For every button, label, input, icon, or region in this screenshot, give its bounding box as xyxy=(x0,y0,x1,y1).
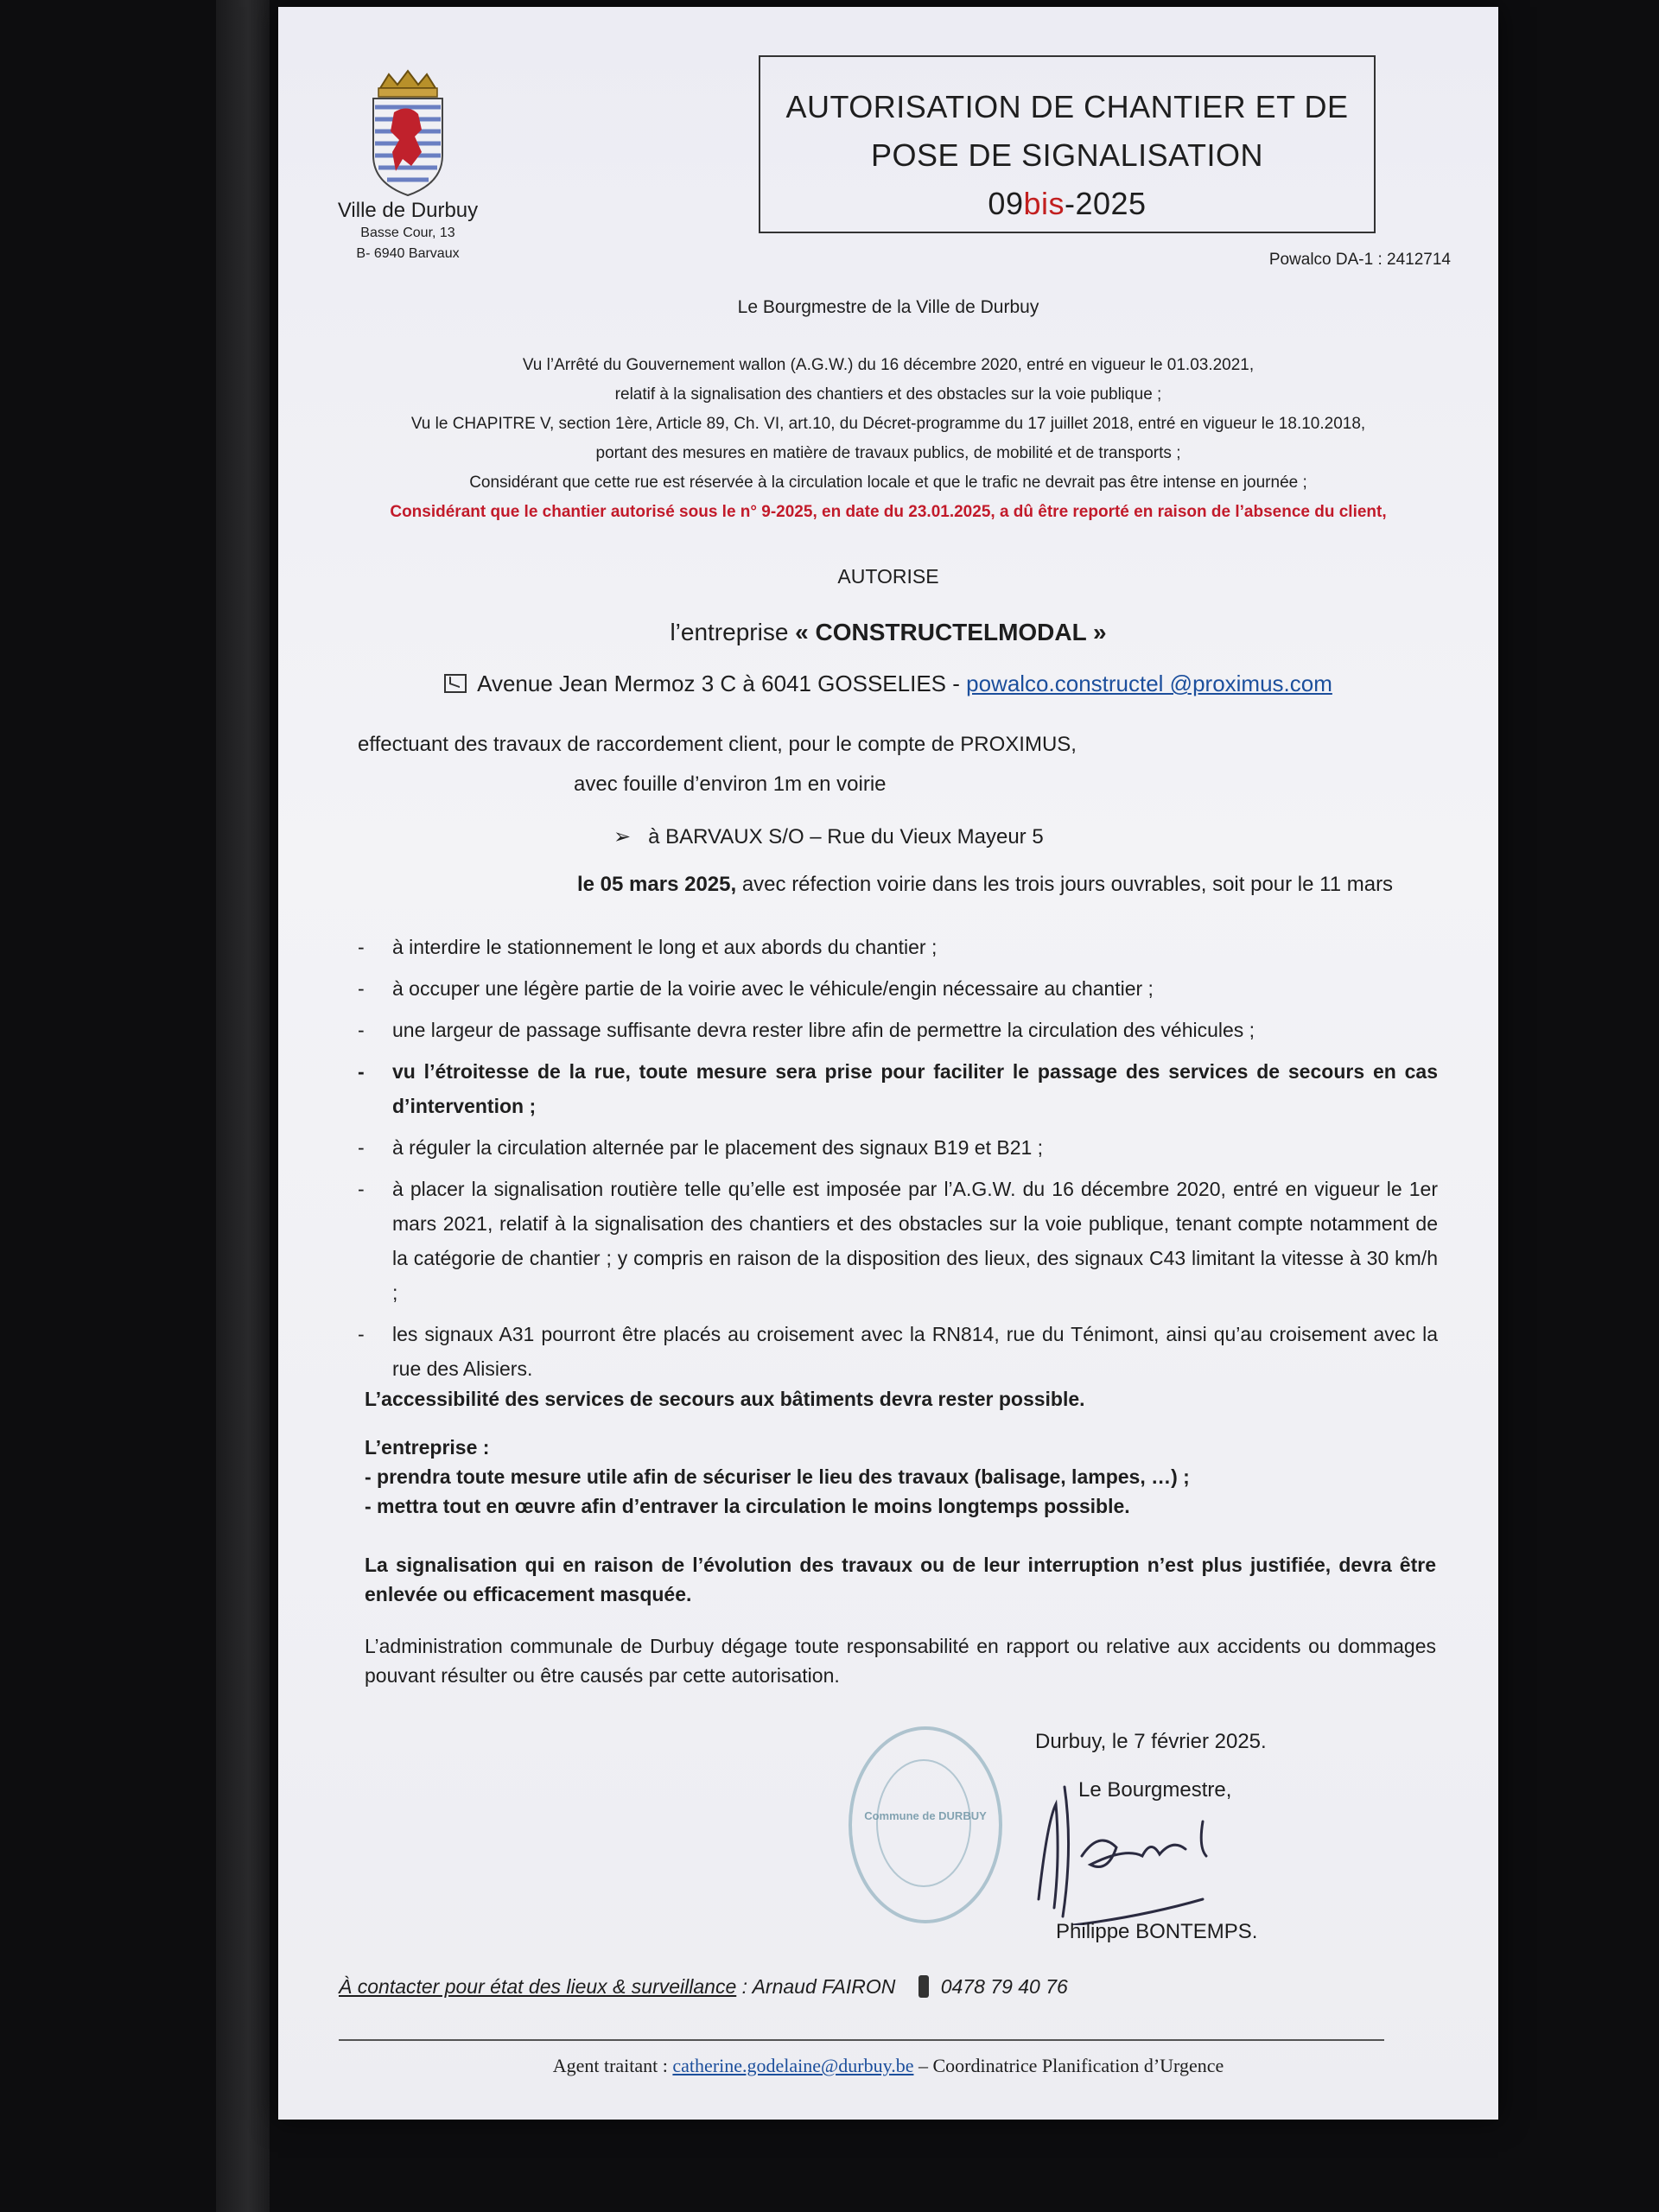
contact-line xyxy=(339,1975,1068,1999)
list-item-text: une largeur de passage suffisante devra rester libre afin de permettre la circulation des véhicules ; xyxy=(392,1019,1255,1041)
list-item xyxy=(358,1172,1438,1310)
company-obligations xyxy=(365,1433,1436,1521)
list-item-text: les signaux A31 pourront être placés au croisement avec la RN814, rue du Ténimont, ainsi qu’au croisement avec la rue des Alisiers. xyxy=(392,1323,1438,1380)
work-date xyxy=(577,873,1393,897)
phone-icon xyxy=(918,1975,929,1998)
title-line-1: AUTORISATION DE CHANTIER ET DE xyxy=(785,89,1349,124)
footer-email-link[interactable]: catherine.godelaine@durbuy.be xyxy=(672,2055,914,2076)
consideration-line: Considérant que cette rue est réservée à la circulation locale et que le trafic ne devrait pas être intense en journée ; xyxy=(469,474,1307,492)
access-paragraph: L’accessibilité des services de secours aux bâtiments devra rester possible. xyxy=(365,1388,1085,1410)
bullet-dash: - xyxy=(358,1323,365,1345)
ref-bis: bis xyxy=(1023,186,1065,221)
contact-separator: : xyxy=(736,1975,753,1998)
town-identity xyxy=(321,199,494,264)
obligation-item: - prendra toute mesure utile afin de sécuriser le lieu des travaux (balisage, lampes, …) ; xyxy=(365,1465,1190,1488)
list-item xyxy=(358,1130,1438,1165)
liability-paragraph: L’administration communale de Durbuy dégage toute responsabilité en rapport ou relative aux accidents ou dommages pouvant résulter ou être causés par cette autorisation. xyxy=(365,1635,1436,1687)
conditions-list xyxy=(358,930,1438,1393)
list-item-text: à réguler la circulation alternée par le placement des signaux B19 et B21 ; xyxy=(392,1136,1044,1159)
powalco-reference: Powalco DA-1 : 2412714 xyxy=(1268,251,1451,269)
list-item-text: à occuper une légère partie de la voirie avec le véhicule/engin nécessaire au chantier ; xyxy=(392,977,1154,1000)
works-description: effectuant des travaux de raccordement client, pour le compte de PROXIMUS, xyxy=(358,733,1077,756)
signatory-name: Philippe BONTEMPS. xyxy=(1056,1920,1258,1943)
title-line-2: POSE DE SIGNALISATION xyxy=(871,137,1263,173)
bullet-dash: - xyxy=(358,936,365,958)
title-box xyxy=(759,55,1376,233)
town-address-city: B- 6940 Barvaux xyxy=(356,246,460,261)
footer-divider xyxy=(339,2039,1384,2041)
list-item xyxy=(358,971,1438,1006)
consideration-line: relatif à la signalisation des chantiers et des obstacles sur la voie publique ; xyxy=(614,385,1162,404)
document-page xyxy=(278,7,1498,2120)
footer xyxy=(278,2055,1498,2077)
company-address: Avenue Jean Mermoz 3 C à 6041 GOSSELIES - xyxy=(477,671,960,696)
consideration-line: portant des mesures en matière de travaux publics, de mobilité et de transports ; xyxy=(595,444,1181,462)
bullet-dash: - xyxy=(358,1178,365,1200)
signature-place-date: Durbuy, le 7 février 2025. xyxy=(1035,1730,1267,1753)
obligation-item: - mettra tout en œuvre afin d’entraver la circulation le moins longtemps possible. xyxy=(365,1495,1130,1517)
list-item-text: vu l’étroitesse de la rue, toute mesure sera prise pour faciliter le passage des services de secours en cas d’intervention ; xyxy=(392,1060,1438,1117)
bullet-dash: - xyxy=(358,977,365,1000)
list-item xyxy=(358,1013,1438,1047)
autorise-heading: AUTORISE xyxy=(837,565,939,588)
contact-person: Arnaud FAIRON xyxy=(752,1975,896,1998)
municipal-stamp xyxy=(849,1726,1002,1923)
bullet-dash: - xyxy=(358,1060,365,1083)
list-item xyxy=(358,1317,1438,1386)
signalisation-paragraph: La signalisation qui en raison de l’évolution des travaux ou de leur interruption n’est plus justifiée, devra être enlevée ou efficacement masquée. xyxy=(365,1554,1436,1605)
obligations-title: L’entreprise : xyxy=(365,1436,490,1459)
town-crest-icon xyxy=(365,69,451,199)
company-email-link[interactable]: powalco.constructel @proximus.com xyxy=(966,671,1332,696)
arrow-bullet-icon: ➢ xyxy=(613,825,632,849)
contact-phone: 0478 79 40 76 xyxy=(940,1975,1068,1998)
consideration-line: Vu l’Arrêté du Gouvernement wallon (A.G.W.) du 16 décembre 2020, entré en vigueur le 01.03.2021, xyxy=(522,356,1255,374)
list-item xyxy=(358,1054,1438,1123)
considerations xyxy=(278,351,1498,527)
consideration-line: Vu le CHAPITRE V, section 1ère, Article 89, Ch. VI, art.10, du Décret-programme du 17 juillet 2018, entré en vigueur le 18.10.2018, xyxy=(410,415,1366,433)
work-date-bold: le 05 mars 2025, xyxy=(577,873,737,896)
signature-role: Le Bourgmestre, xyxy=(1078,1778,1232,1802)
ref-suffix: -2025 xyxy=(1065,186,1147,221)
footer-suffix: – Coordinatrice Planification d’Urgence xyxy=(913,2055,1224,2076)
issuer-line: Le Bourgmestre de la Ville de Durbuy xyxy=(737,297,1039,317)
consideration-red-line: Considérant que le chantier autorisé sous le n° 9-2025, en date du 23.01.2025, a dû être reporté en raison de l’absence du client, xyxy=(390,503,1387,521)
list-item-text: à placer la signalisation routière telle qu’elle est imposée par l’A.G.W. du 16 décembre 2020, entré en vigueur le 1er mars 2021, relatif à la signalisation des chantiers et des obstacles sur la voie publique, tenant compte notamment de la catégorie de chantier ; y compris en raison de la disposition des lieux, des signaux C43 limitant la vitesse à 30 km/h ; xyxy=(392,1178,1438,1304)
bullet-dash: - xyxy=(358,1136,365,1159)
stamp-inner-ring xyxy=(876,1759,971,1887)
list-item-text: à interdire le stationnement le long et aux abords du chantier ; xyxy=(392,936,938,958)
mail-icon xyxy=(444,674,467,693)
work-date-rest: avec réfection voirie dans les trois jours ouvrables, soit pour le 11 mars xyxy=(736,873,1394,896)
company-prefix: l’entreprise xyxy=(670,619,789,645)
display-frame xyxy=(216,0,270,2212)
work-location xyxy=(613,824,1044,849)
reference-number xyxy=(760,180,1374,228)
footer-prefix: Agent traitant : xyxy=(552,2055,673,2076)
ref-prefix: 09 xyxy=(988,186,1024,221)
excavation-description: avec fouille d’environ 1m en voirie xyxy=(574,772,887,796)
location-text: à BARVAUX S/O – Rue du Vieux Mayeur 5 xyxy=(648,825,1044,849)
stamp-text: Commune de DURBUY xyxy=(864,1809,987,1822)
bullet-dash: - xyxy=(358,1019,365,1041)
company-line xyxy=(278,619,1498,646)
handwritten-signature-icon xyxy=(1021,1752,1246,1925)
list-item xyxy=(358,930,1438,964)
company-name: « CONSTRUCTELMODAL » xyxy=(795,619,1107,645)
town-name: Ville de Durbuy xyxy=(337,199,479,222)
contact-label: À contacter pour état des lieux & surveillance xyxy=(339,1975,737,1998)
company-address-line xyxy=(278,671,1498,697)
town-address-street: Basse Cour, 13 xyxy=(360,226,455,240)
